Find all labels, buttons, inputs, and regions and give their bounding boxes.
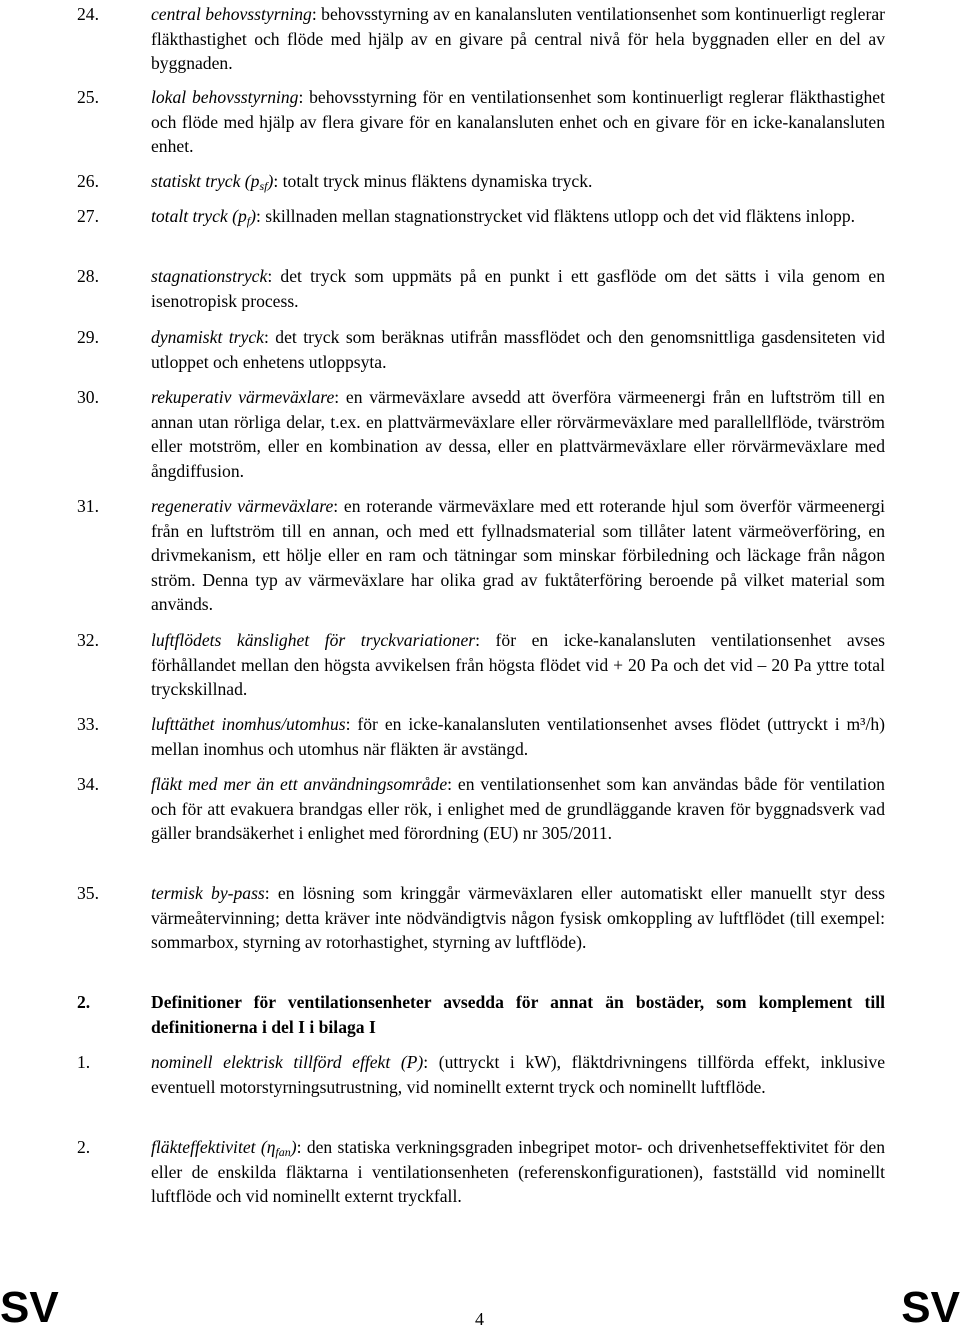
definition-2-2 [77, 1135, 885, 1209]
definition-term: lokal behovsstyrning [151, 87, 299, 107]
definition-34 [77, 772, 885, 846]
term-subscript: fan [275, 1145, 291, 1159]
definition-text: : för en icke-kanalansluten ventilationsenhet avses flödet (uttryckt i m³/h) mellan inomhus och utomhus när fläkten är avstängd. [151, 714, 885, 759]
definition-term: lufttäthet inomhus/utomhus [151, 714, 346, 734]
definition-24 [77, 2, 885, 76]
definition-text: : för en icke-kanalansluten ventilationsenhet avses förhållandet mellan den högsta avvikelsen från högsta flödet vid + 20 Pa och det vid – 20 Pa yttre total tryckskillnad. [151, 630, 885, 699]
term-close: ) [290, 1137, 297, 1157]
definition-28 [77, 264, 885, 313]
definition-31 [77, 494, 885, 617]
definition-number: 33. [77, 714, 99, 734]
definition-text: : (uttryckt i kW), fläktdrivningens tillförda effekt, inklusive eventuell motorstyrningsutrustning, vid nominellt externt tryck och nominellt luftflöde. [151, 1052, 886, 1097]
definition-term [151, 171, 273, 191]
definition-number: 32. [77, 630, 99, 650]
definition-number: 35. [77, 883, 99, 903]
section-number: 2. [77, 992, 91, 1012]
term-close: ) [267, 171, 274, 191]
definition-term: stagnationstryck [151, 266, 268, 286]
footer-language-left: SV [0, 1283, 59, 1332]
definition-32 [77, 628, 885, 702]
definition-term: dynamiskt tryck [151, 327, 264, 347]
definition-number: 34. [77, 774, 99, 794]
definition-25 [77, 85, 885, 159]
footer-language-right: SV [901, 1283, 960, 1332]
definition-text: : en lösning som kringgår värmeväxlaren eller automatiskt eller manuellt styr dess värmeåtervinning; detta kräver inte nödvändigtvis någon fysisk omkoppling av luftflödet (till exempel: sommarbox, styrning av rotorhastighet, styrning av luftflöde). [151, 883, 885, 952]
definition-text: : en värmeväxlare avsedd att överföra värmeenergi från en luftström till en annan utan rörliga delar, t.ex. en plattvärmeväxlare eller rörvärmeväxlare med parallellflöde, tvärström eller motström, eller en kombination av dessa, eller en plattvärmeväxlare eller rörvärmeväxlare med ångdiffusion. [151, 387, 885, 481]
definition-text: : den statiska verkningsgraden inbegripet motor- och drivenhetseffektivitet för den eller de enskilda fläktarna i ventilationsenheten (referenskonfigurationen), fastställd vid nominellt luftflöde och vid nominellt externt tryckfall. [151, 1137, 885, 1206]
definition-text: : skillnaden mellan stagnationstrycket vid fläktens utlopp och det vid fläktens inlopp. [255, 206, 856, 226]
definition-number: 28. [77, 266, 99, 286]
definition-term: fläkt med mer än ett användningsområde [151, 774, 448, 794]
definition-term: central behovsstyrning [151, 4, 312, 24]
term-text: fläkteffektivitet (η [151, 1137, 276, 1157]
definition-text: : en roterande värmeväxlare med ett roterande hjul som överför värmeenergi från en luftström till en annan, och med ett fyllnadsmaterial som tillåter latent värmeöverföring, en drivmekanism, ett hölje eller en ram och tätningar som minskar förbiledning och läckage från någon ström. Denna typ av värmeväxlare har olika grad av fuktåterföring beroende på vilket material som används. [151, 496, 885, 614]
term-close: ) [250, 206, 256, 226]
term-text: statiskt tryck (p [151, 171, 260, 191]
definition-text: : behovsstyrning för en ventilationsenhet som kontinuerligt reglerar fläkthastighet och flöde med hjälp av flera givare för en kanalansluten enhet och en givare för en icke-kanalansluten enhet. [151, 87, 885, 156]
definition-number: 24. [77, 4, 99, 24]
definition-2-1 [77, 1050, 885, 1099]
definition-29 [77, 325, 885, 374]
definition-number: 1. [77, 1052, 91, 1072]
definition-27 [77, 204, 885, 229]
definition-term [151, 1137, 297, 1157]
section-title: Definitioner för ventilationsenheter avsedda för annat än bostäder, som komplement till definitionerna i del I i bilaga I [151, 992, 885, 1037]
definition-term: termisk by-pass [151, 883, 265, 903]
definition-30 [77, 385, 885, 483]
definition-number: 27. [77, 206, 99, 226]
definition-text: : det tryck som uppmäts på en punkt i ett gasflöde om det sätts i vila genom en isenotropisk process. [151, 266, 885, 311]
term-subscript: f [246, 214, 251, 228]
definition-35 [77, 881, 885, 955]
definition-number: 25. [77, 87, 99, 107]
page-number: 4 [475, 1309, 484, 1329]
definition-number: 2. [77, 1137, 91, 1157]
definition-term [151, 206, 256, 226]
definition-text: : totalt tryck minus fläktens dynamiska tryck. [273, 171, 593, 191]
definition-number: 30. [77, 387, 99, 407]
definition-text: : behovsstyrning av en kanalansluten ventilationsenhet som kontinuerligt reglerar fläkthastighet och flöde med hjälp av en givare på central nivå för hela byggnaden eller en del av byggnaden. [151, 4, 885, 73]
definition-text: : det tryck som beräknas utifrån massflödet och den genomsnittliga gasdensiteten vid utloppet och enhetens utloppsyta. [151, 327, 885, 372]
definition-term: rekuperativ värmeväxlare [151, 387, 335, 407]
definition-33 [77, 712, 885, 761]
definition-term: regenerativ värmeväxlare [151, 496, 334, 516]
term-subscript: sf [259, 179, 268, 193]
definition-number: 29. [77, 327, 99, 347]
term-text: totalt tryck (p [151, 206, 247, 226]
definition-26 [77, 169, 885, 194]
definition-number: 26. [77, 171, 99, 191]
definition-text: : en ventilationsenhet som kan användas både för ventilation och för att evakuera brandgas eller rök, i enlighet med de grundläggande kraven för byggnadsverk vad gäller brandsäkerhet i enlighet med förordning (EU) nr 305/2011. [151, 774, 885, 843]
definition-term: nominell elektrisk tillförd effekt (P) [151, 1052, 424, 1072]
definition-term: luftflödets känslighet för tryckvariationer [151, 630, 476, 650]
definition-number: 31. [77, 496, 99, 516]
section-heading [77, 990, 885, 1039]
